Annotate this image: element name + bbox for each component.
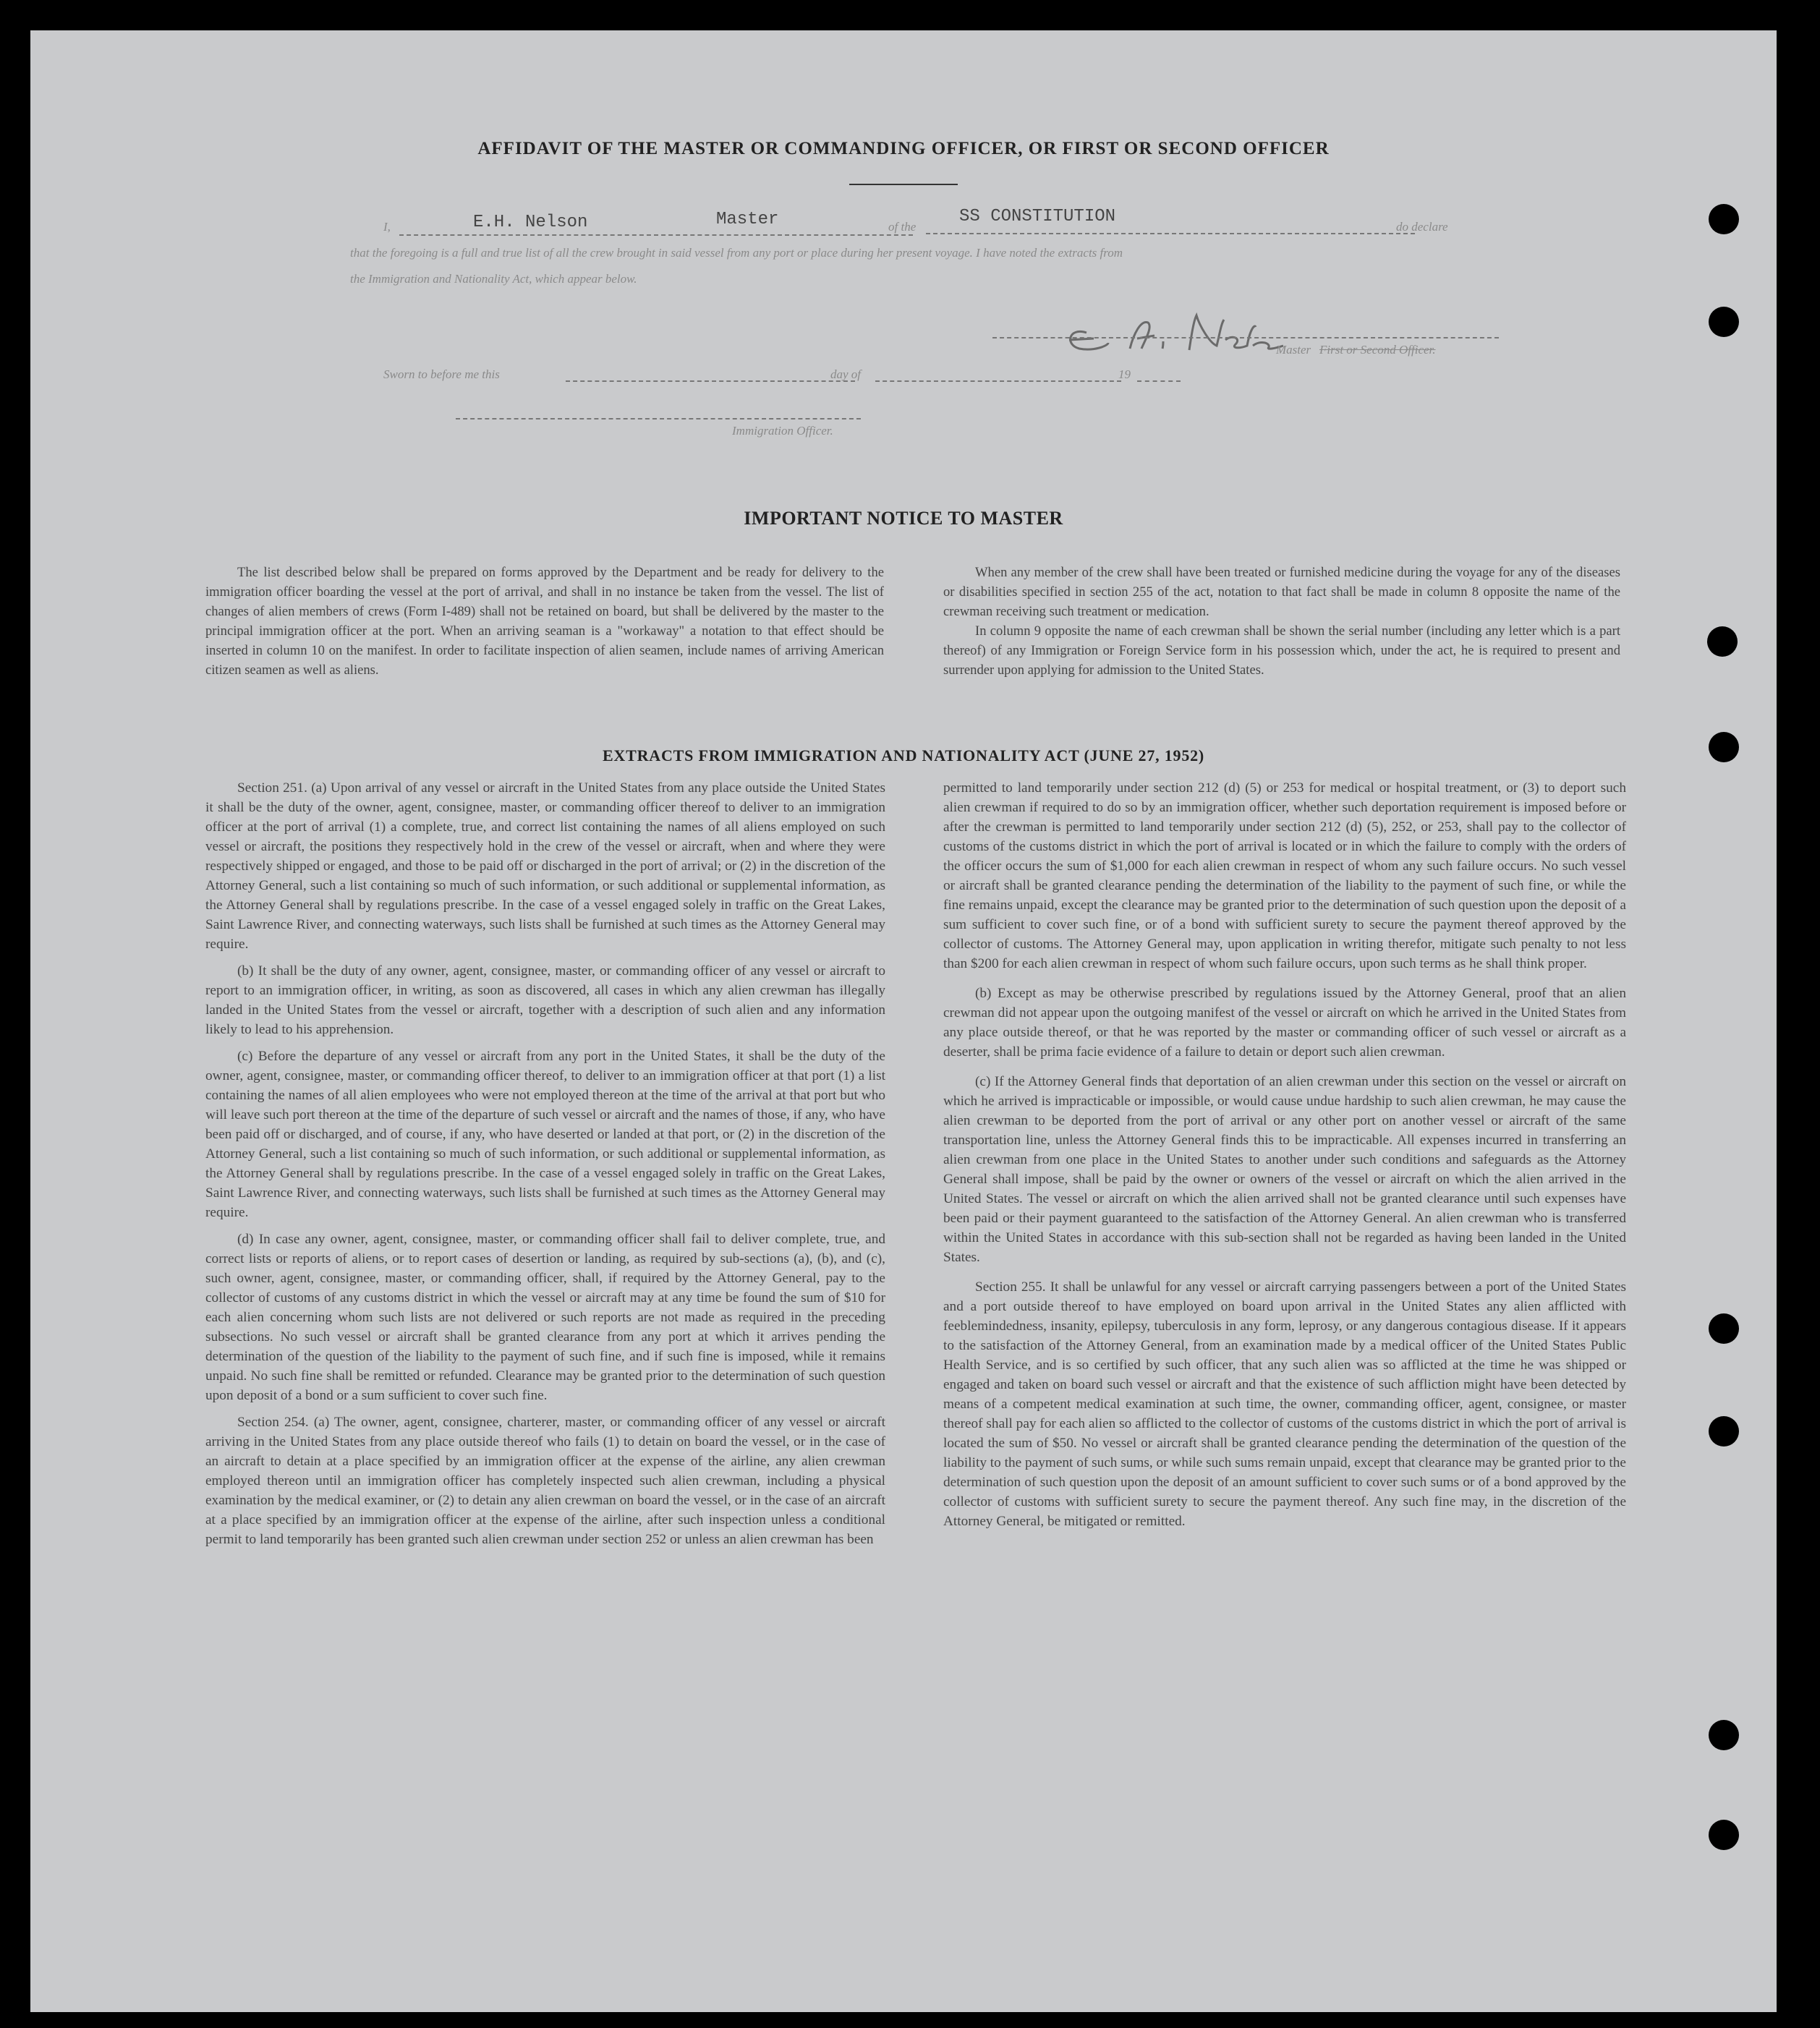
vessel-line	[926, 233, 1415, 234]
punch-hole	[1709, 307, 1739, 337]
declaration-line-2: that the foregoing is a full and true list of all the crew brought in said vessel from any port or place during her present voyage. I have noted the extracts from	[350, 246, 1123, 260]
affidavit-heading: AFFIDAVIT OF THE MASTER OR COMMANDING OFFICER, OR FIRST OR SECOND OFFICER	[477, 139, 1330, 158]
notice-left-text: The list described below shall be prepared on forms approved by the Department and be ready for delivery to the immigration officer boarding the vessel at the port of arrival, and shall in no instance be taken from the vessel. The list of changes of alien members of crews (Form I-489) shall not be retained on board, but shall be delivered by the master to the principal immigration officer at the port. When an arriving seaman is a "workaway" a notation to that effect should be inserted in column 10 on the manifest. In order to facilitate inspection of alien seamen, include names of arriving American citizen seamen as well as aliens.	[205, 565, 884, 678]
section-251a: Section 251. (a) Upon arrival of any vessel or aircraft in the United States from any place outside the United States it shall be the duty of the owner, agent, consignee, master, or commanding officer thereof to deliver to an immigration officer at the port of arrival (1) a complete, true, and correct list containing the names of all aliens employed on such vessel or aircraft, the positions they respectively hold in the crew of the vessel or aircraft, when and where they were respectively shipped or engaged, and those to be paid off or discharged in the port of arrival; or (2) in the discretion of the Attorney General, such a list containing so much of such information, or such additional or supplemental information, as the Attorney General shall by regulations prescribe. In the case of a vessel engaged solely in traffic on the Great Lakes, Saint Lawrence River, and connecting waterways, such lists shall be furnished at such times as the Attorney General may require.	[205, 780, 885, 952]
day-of-label: day of	[830, 367, 862, 381]
do-declare-label: do declare	[1396, 220, 1448, 234]
extracts-right-column	[943, 778, 1626, 1538]
section-254a: Section 254. (a) The owner, agent, consignee, charterer, master, or commanding officer of any vessel or aircraft arriving in the United States from any place outside thereof who fails (1) to detain on board the vessel, or in the case of an aircraft to detain at a place specified by an immigration officer at the expense of the airline, any alien crewman employed thereon until an immigration officer has completely inspected such alien crewman, including a physical examination by the medical examiner, or (2) to detain any alien crewman on board the vessel, or in the case of an aircraft at a place specified by an immigration officer at the expense of the airline, after such inspection unless a conditional permit to land temporarily has been granted such alien crewman under section 252 or unless an alien crewman has been	[205, 1415, 885, 1547]
punch-hole	[1709, 1313, 1739, 1344]
heading-rule	[849, 184, 958, 185]
punch-hole	[1707, 626, 1738, 657]
of-the-label: of the	[888, 220, 917, 234]
punch-hole	[1709, 204, 1739, 234]
notice-right-text-2: In column 9 opposite the name of each crewman shall be shown the serial number (including any letter which is a part thereof) of any Immigration or Foreign Service form in his possession which, under the act, he is required to present and surrender upon applying for admission to the United States.	[943, 623, 1620, 678]
section-254b: (b) Except as may be otherwise prescribed by regulations issued by the Attorney General, proof that an alien crewman did not appear upon the outgoing manifest of the vessel or aircraft on which he arrived in the United States from any place outside thereof, or that he was reported by the master or commanding officer of such vessel or aircraft as a deserter, shall be prima facie evidence of a failure to detain or deport such alien crewman.	[943, 986, 1626, 1060]
section-255: Section 255. It shall be unlawful for any vessel or aircraft carrying passengers between a port of the United States and a port outside thereof to have employed on board upon arrival in the United States any alien afflicted with feeblemindedness, insanity, epilepsy, tuberculosis in any form, leprosy, or any dangerous contagious disease. If it appears to the satisfaction of the Attorney General, from an examination made by a medical officer of the United States Public Health Service, and is so certified by such officer, that any such alien was so afflicted at the time he was shipped or engaged and taken on board such vessel or aircraft and that the existence of such affliction might have been detected by means of a competent medical examination at such time, the owner, commanding officer, agent, consignee, or master thereof shall pay for each alien so afflicted to the collector of customs of the customs district in which the port of arrival is located the sum of $50. No vessel or aircraft shall be granted clearance pending the determination of the question of the liability to the payment of such sums, or while such sums remain unpaid, except that clearance may be granted prior to the determination of such question upon the deposit of an amount sufficient to cover such sums or of a bond approved by the collector of customs with sufficient surety to secure the payment thereof. Any such fine may, in the discretion of the Attorney General, be mitigated or remitted.	[943, 1279, 1626, 1529]
name-line	[399, 234, 913, 236]
vessel-name: SS CONSTITUTION	[959, 207, 1116, 226]
notice-heading: IMPORTANT NOTICE TO MASTER	[744, 508, 1063, 529]
notice-left-column	[205, 563, 884, 687]
year-line	[1137, 380, 1181, 382]
sworn-date-line	[566, 380, 855, 382]
punch-hole	[1709, 1820, 1739, 1850]
form-page	[30, 30, 1777, 2012]
declaration-line-3: the Immigration and Nationality Act, which appear below.	[350, 272, 637, 286]
extracts-heading: EXTRACTS FROM IMMIGRATION AND NATIONALITY ACT (JUNE 27, 1952)	[602, 746, 1205, 764]
sworn-label: Sworn to before me this	[383, 367, 500, 381]
section-251d: (d) In case any owner, agent, consignee, master, or commanding officer shall fail to deliver complete, true, and correct lists or reports of aliens, or to report cases of desertion or landing, as required by sub-sections (a), (b), and (c), such owner, agent, consignee, master, or commanding officer, shall, if required by the Attorney General, pay to the collector of customs of any customs district in which the vessel or aircraft may at any time be found the sum of $10 for each alien concerning whom such lists are not delivered or such reports are not made as required in the preceding subsections. No such vessel or aircraft shall be granted clearance from any port at which it arrives pending the determination of the question of the liability to the payment of such fine, and if such fine is imposed, while it remains unpaid. No such fine shall be remitted or refunded. Clearance may be granted prior to the determination of such question upon deposit of a bond or a sum sufficient to cover such fine.	[205, 1232, 885, 1403]
section-251b: (b) It shall be the duty of any owner, agent, consignee, master, or commanding officer of any vessel or aircraft to report to an immigration officer, in writing, as soon as discovered, all cases in which any alien crewman has illegally landed in the United States from the vessel or aircraft, together with a description of such alien and any information likely to lead to his apprehension.	[205, 963, 885, 1037]
punch-hole	[1709, 1416, 1739, 1447]
signature-caption-master: Master	[1276, 343, 1311, 357]
year-prefix: 19	[1118, 367, 1131, 381]
signature-line	[992, 337, 1499, 338]
notice-right-column	[943, 563, 1620, 687]
section-254a-continued: permitted to land temporarily under section 212 (d) (5) or 253 for medical or hospital treatment, or (3) to deport such alien crewman if required to do so by an immigration officer, whether such deportation requirement is imposed before or after the crewman is permitted to land temporarily under section 212 (d) (5), 252, or 253, shall pay to the collector of customs of the customs district in which the port of arrival is located or in which the failure to comply with the orders of the officer occurs the sum of $1,000 for each alien crewman in respect of whom any such failure occurs. No such vessel or aircraft shall be granted clearance pending the determination of the liability to the payment of such fine, or while the fine remains unpaid, except the clearance may be granted prior to the determination of such question upon the deposit of a sum sufficient to cover such fine, or of a bond with sufficient surety to secure the payment thereof approved by the collector of customs. The Attorney General may, upon application in writing therefor, mitigate such penalty to not less than $200 for each alien crewman in respect of whom such failure occurs, upon such terms as he shall think proper.	[943, 780, 1626, 971]
master-name: E.H. Nelson	[473, 213, 588, 232]
master-signature	[1000, 298, 1304, 370]
extracts-left-column	[205, 778, 885, 1556]
month-line	[875, 380, 1121, 382]
section-251c: (c) Before the departure of any vessel or aircraft from any port in the United States, it shall be the duty of the owner, agent, consignee, master, or commanding officer thereof, to deliver to an immigration officer at that port (1) a list containing the names of all alien employees who were not employed thereon at the time of the arrival at that port but who will leave such port thereon at the time of the departure of such vessel or aircraft and the names of those, if any, who have been paid off or discharged, and of course, if any, who have deserted or landed at that port, or (2) in the discretion of the Attorney General, such a list containing so much of such information, or such additional or supplemental information, as the Attorney General shall by regulations prescribe. In the case of a vessel engaged solely in traffic on the Great Lakes, Saint Lawrence River, and connecting waterways, such lists shall be furnished at such times as the Attorney General may require.	[205, 1049, 885, 1220]
officer-signature-line	[456, 418, 861, 419]
punch-hole	[1709, 1720, 1739, 1750]
signature-caption-struck: First or Second Officer.	[1319, 343, 1436, 357]
i-label: I,	[383, 220, 391, 234]
section-254c: (c) If the Attorney General finds that deportation of an alien crewman under this section on the vessel or aircraft on which he arrived is impracticable or impossible, or would cause undue hardship to such alien crewman, he may cause the alien crewman to be deported from the port of arrival or any other port on another vessel or aircraft of the same transportation line, unless the Attorney General finds this to be impracticable. All expenses incurred in transferring an alien crewman from one place in the United States to another under such conditions and safeguards as the Attorney General shall impose, shall be paid by the owner or owners of the vessel or aircraft on which the alien arrived in the United States. The vessel or aircraft on which the alien arrived shall not be granted clearance until such expenses have been paid or their payment guaranteed to the satisfaction of the Attorney General. An alien crewman who is transferred within the United States in accordance with this sub-section shall not be regarded as having been landed in the United States.	[943, 1074, 1626, 1265]
officer-caption: Immigration Officer.	[732, 424, 833, 438]
rank-field: Master	[716, 210, 779, 229]
notice-right-text-1: When any member of the crew shall have been treated or furnished medicine during the voyage for any of the diseases or disabilities specified in section 255 of the act, notation to that fact shall be made in column 8 opposite the name of the crewman receiving such treatment or medication.	[943, 565, 1620, 619]
